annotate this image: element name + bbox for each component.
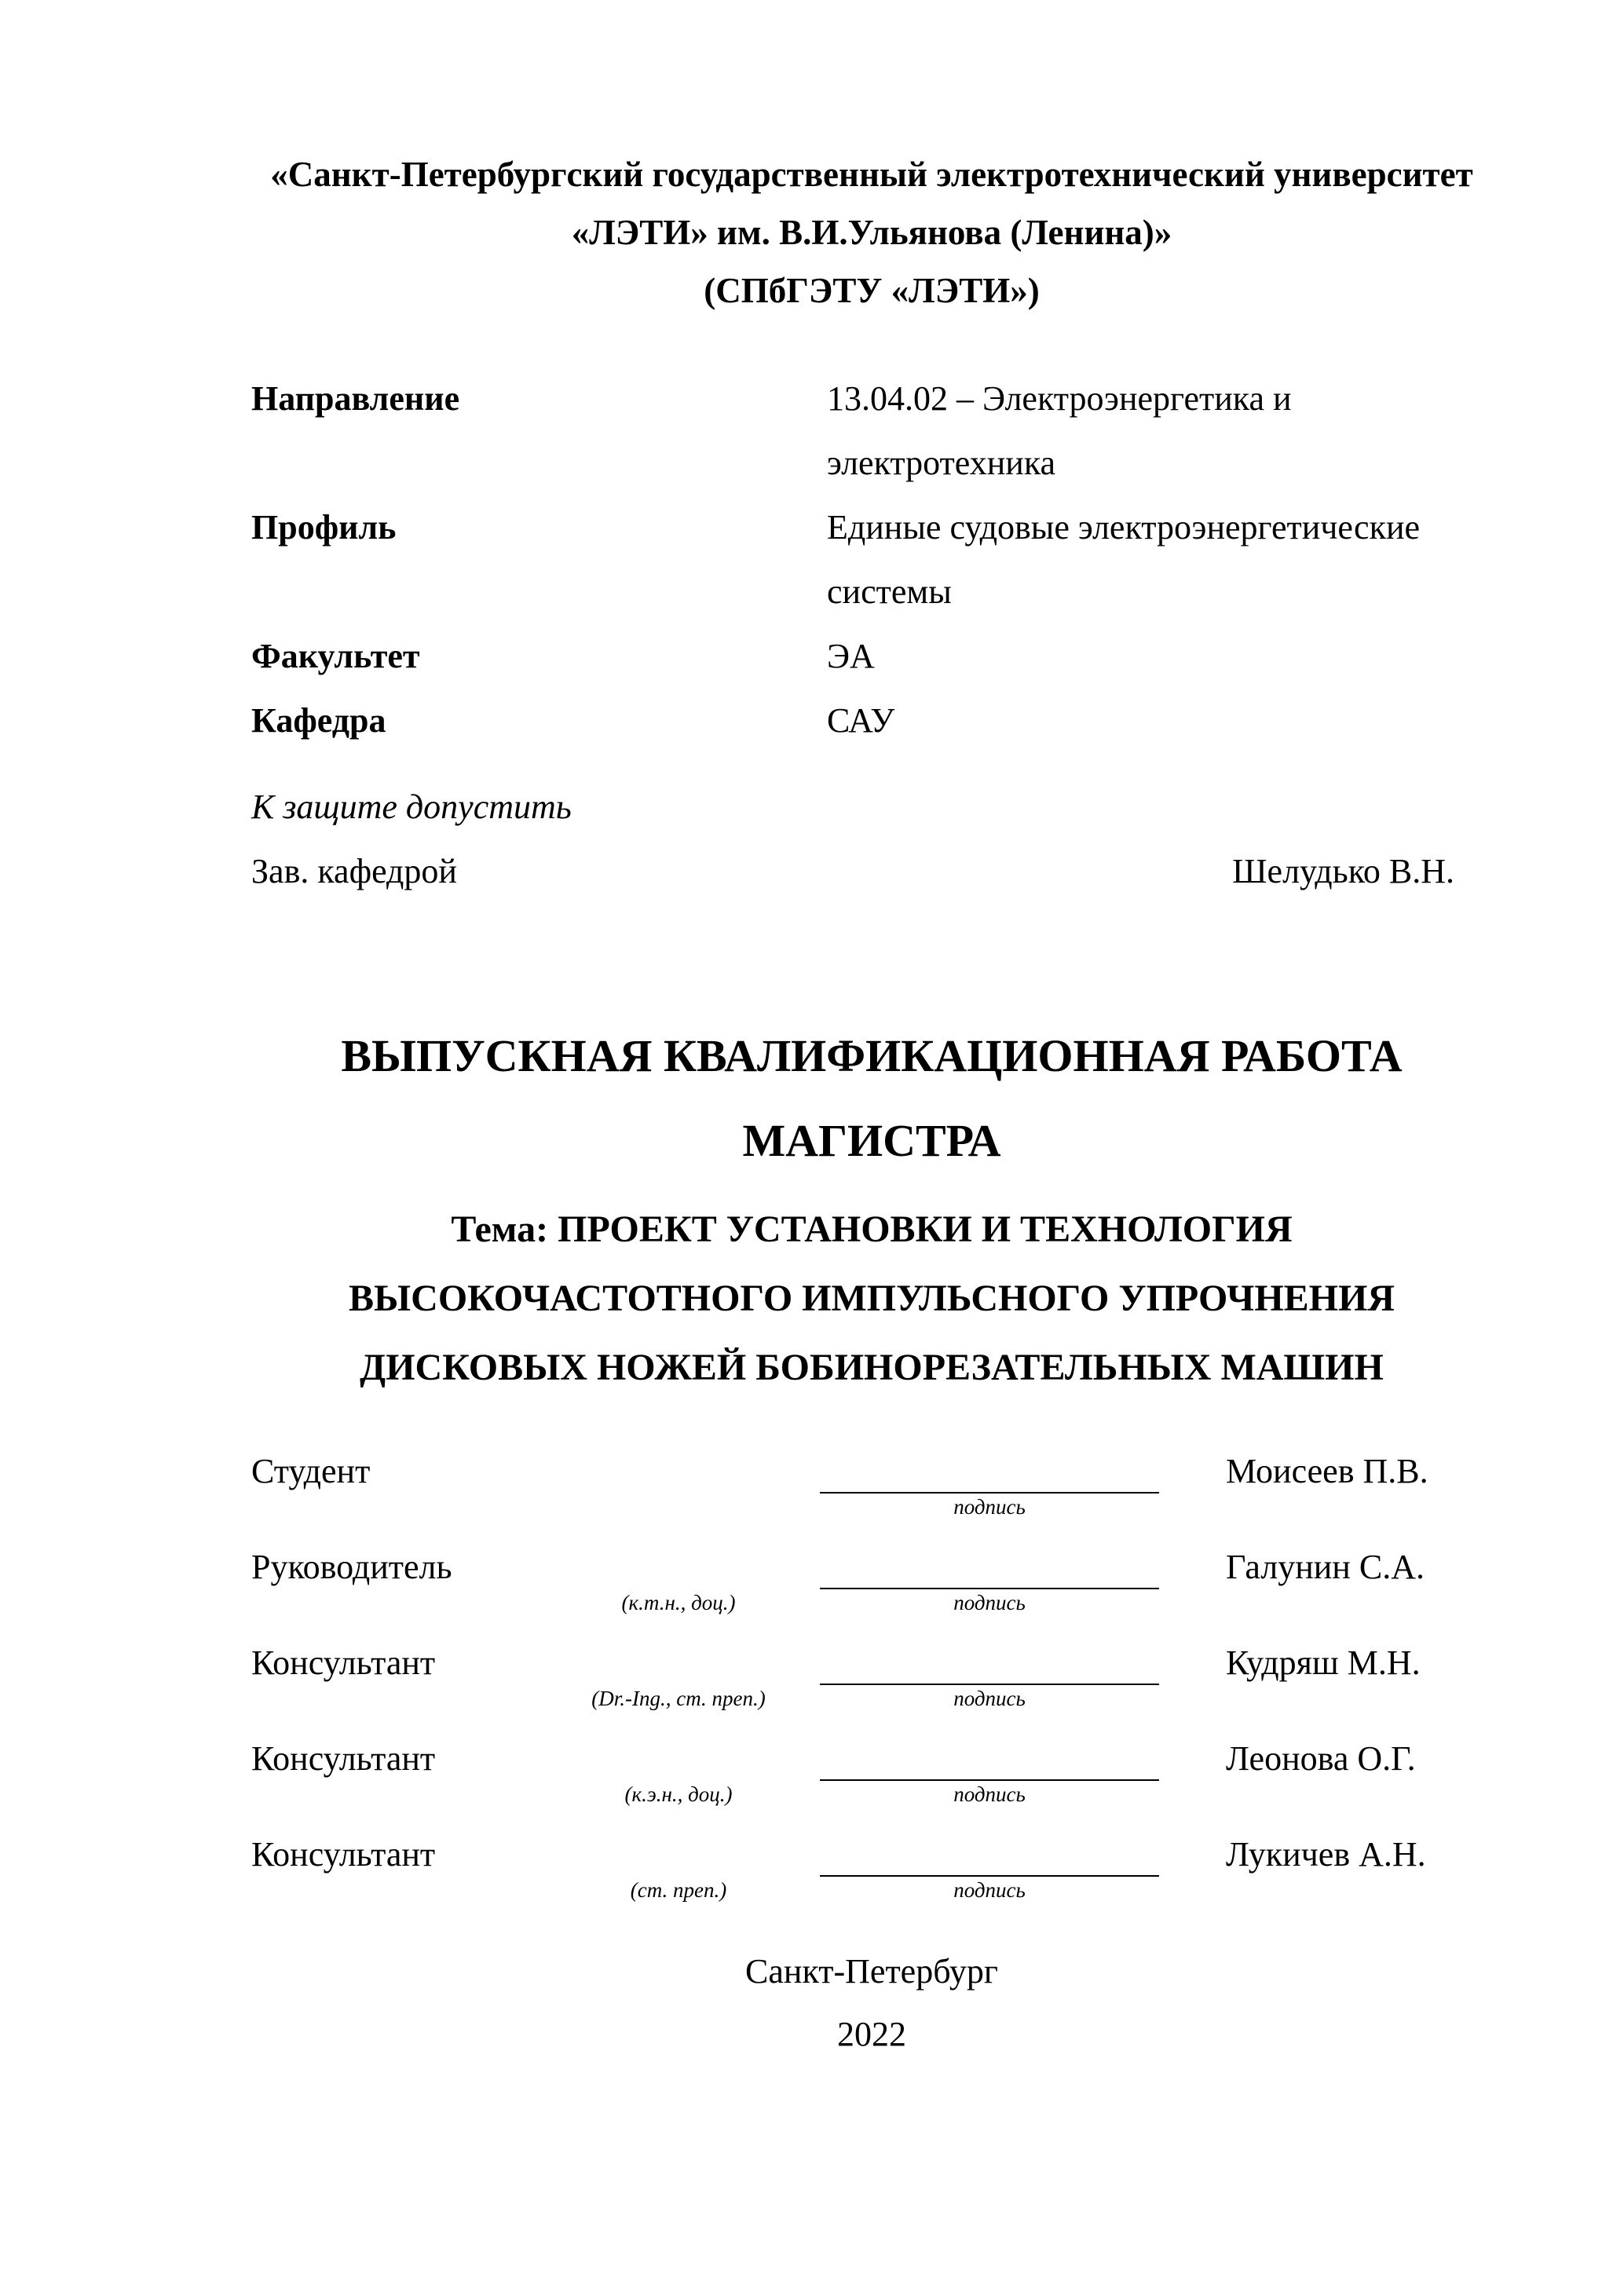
department-head-row bbox=[251, 839, 1492, 904]
thesis-title bbox=[251, 1014, 1492, 1183]
signee-name: Леонова О.Г. bbox=[1226, 1739, 1416, 1778]
signee-degree: (к.т.н., доц.) bbox=[621, 1591, 736, 1614]
signee-role: Консультант bbox=[251, 1835, 436, 1874]
signature-line bbox=[820, 1545, 1159, 1589]
signature-caption: подпись bbox=[953, 1495, 1026, 1519]
thesis-theme-line3: ДИСКОВЫХ НОЖЕЙ БОБИНОРЕЗАТЕЛЬНЫХ МАШИН bbox=[360, 1347, 1384, 1388]
profile-label: Профиль bbox=[251, 508, 397, 547]
department-label: Кафедра bbox=[251, 701, 386, 740]
signature-caption: подпись bbox=[953, 1591, 1026, 1614]
department-head-name: Шелудько В.Н. bbox=[1232, 852, 1454, 890]
university-header bbox=[251, 145, 1492, 320]
signee-degree: (к.э.н., доц.) bbox=[624, 1782, 733, 1806]
signee-name: Лукичев А.Н. bbox=[1226, 1835, 1426, 1874]
signature-caption: подпись bbox=[953, 1878, 1026, 1902]
faculty-value: ЭА bbox=[827, 637, 875, 675]
signee-role: Консультант bbox=[251, 1643, 436, 1682]
university-name-line1: «Санкт-Петербургский государственный электротехнический университет bbox=[270, 155, 1473, 194]
program-info-table bbox=[251, 367, 1492, 753]
signature-line bbox=[820, 1641, 1159, 1685]
signature-section bbox=[251, 1450, 1492, 1905]
signee-name: Галунин С.А. bbox=[1226, 1548, 1425, 1586]
signature-row bbox=[251, 1641, 1492, 1713]
signee-role: Консультант bbox=[251, 1739, 436, 1778]
footer-city: Санкт-Петербург bbox=[745, 1952, 998, 1991]
signee-role: Студент bbox=[251, 1452, 371, 1490]
thesis-title-line1: ВЫПУСКНАЯ КВАЛИФИКАЦИОННАЯ РАБОТА bbox=[341, 1030, 1403, 1081]
thesis-title-line2: МАГИСТРА bbox=[742, 1115, 1001, 1166]
signee-name: Кудряш М.Н. bbox=[1226, 1643, 1421, 1682]
signature-line bbox=[820, 1833, 1159, 1877]
university-name-line2: «ЛЭТИ» им. В.И.Ульянова (Ленина)» bbox=[571, 213, 1172, 252]
university-abbreviation: (СПбГЭТУ «ЛЭТИ») bbox=[704, 271, 1040, 310]
signature-row bbox=[251, 1737, 1492, 1809]
direction-value: 13.04.02 – Электроэнергетика и электротехника bbox=[827, 379, 1292, 482]
signature-line bbox=[820, 1450, 1159, 1493]
department-value: САУ bbox=[827, 701, 895, 740]
admission-block bbox=[251, 775, 1492, 904]
signature-caption: подпись bbox=[953, 1687, 1026, 1710]
direction-label: Направление bbox=[251, 379, 460, 418]
signee-name: Моисеев П.В. bbox=[1226, 1452, 1428, 1490]
signee-degree: (ст. преп.) bbox=[630, 1878, 727, 1902]
signature-row bbox=[251, 1833, 1492, 1905]
signature-caption: подпись bbox=[953, 1782, 1026, 1806]
faculty-label: Факультет bbox=[251, 637, 420, 675]
footer bbox=[251, 1940, 1492, 2066]
signee-degree bbox=[537, 1493, 820, 1522]
thesis-theme bbox=[251, 1195, 1492, 1402]
signature-row bbox=[251, 1545, 1492, 1618]
footer-year: 2022 bbox=[837, 2015, 906, 2053]
signature-line bbox=[820, 1737, 1159, 1781]
thesis-theme-line2: ВЫСОКОЧАСТОТНОГО ИМПУЛЬСНОГО УПРОЧНЕНИЯ bbox=[349, 1278, 1395, 1319]
signee-degree: (Dr.-Ing., ст. преп.) bbox=[591, 1687, 766, 1710]
admission-statement: К защите допустить bbox=[251, 788, 572, 826]
profile-value: Единые судовые электроэнергетические системы bbox=[827, 508, 1421, 611]
signature-row bbox=[251, 1450, 1492, 1522]
department-head-label: Зав. кафедрой bbox=[251, 852, 457, 890]
signee-role: Руководитель bbox=[251, 1548, 452, 1586]
thesis-theme-line1: Тема: ПРОЕКТ УСТАНОВКИ И ТЕХНОЛОГИЯ bbox=[451, 1208, 1293, 1250]
